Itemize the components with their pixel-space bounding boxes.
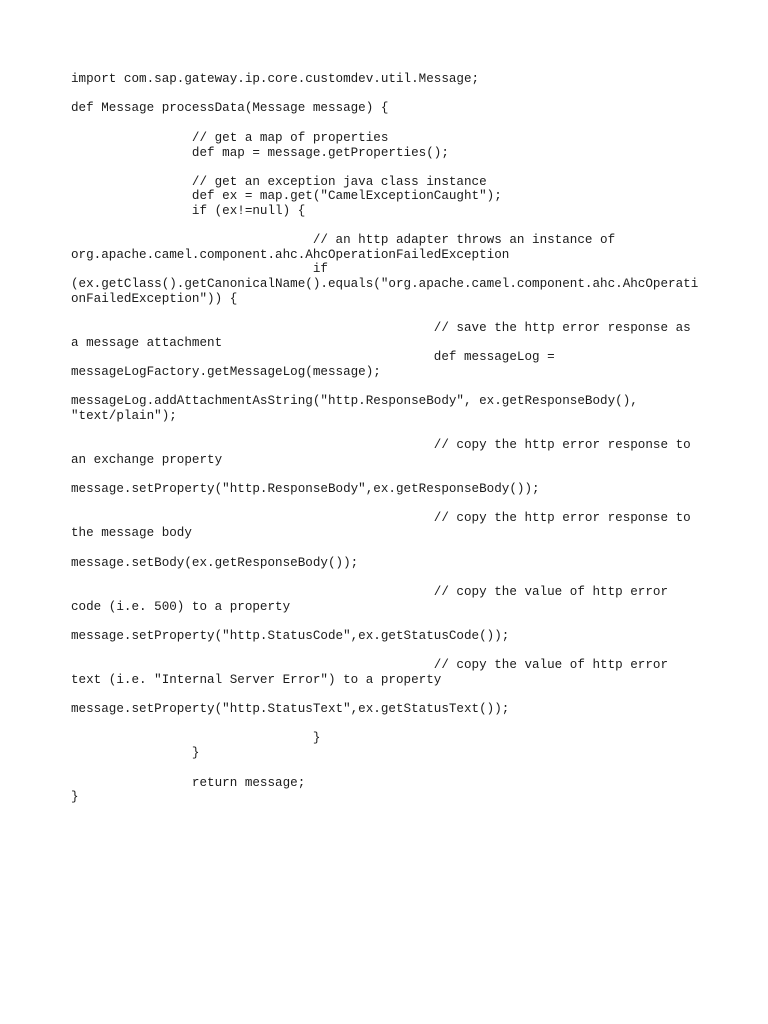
code-line: def ex = map.get("CamelExceptionCaught");: [71, 189, 502, 203]
code-line: message.setProperty("http.StatusCode",ex.getStatusCode());: [71, 629, 510, 643]
code-line: "text/plain");: [71, 409, 177, 423]
code-line: }: [71, 790, 79, 804]
code-line: org.apache.camel.component.ahc.AhcOperationFailedException: [71, 248, 510, 262]
code-line: message.setProperty("http.ResponseBody",ex.getResponseBody());: [71, 482, 540, 496]
code-line: }: [71, 746, 200, 760]
code-line: return message;: [71, 776, 306, 790]
code-line: // get an exception java class instance: [71, 175, 487, 189]
code-line: messageLogFactory.getMessageLog(message);: [71, 365, 381, 379]
code-line: messageLog.addAttachmentAsString("http.ResponseBody", ex.getResponseBody(),: [71, 394, 638, 408]
code-line: code (i.e. 500) to a property: [71, 600, 291, 614]
code-line: message.setBody(ex.getResponseBody());: [71, 556, 359, 570]
code-line: // copy the http error response to: [71, 438, 691, 452]
code-line: the message body: [71, 526, 192, 540]
code-line: // copy the value of http error: [71, 585, 669, 599]
code-line: // an http adapter throws an instance of: [71, 233, 616, 247]
code-line: (ex.getClass().getCanonicalName().equals("org.apache.camel.component.ahc.AhcOperati: [71, 277, 699, 291]
code-line: text (i.e. "Internal Server Error") to a property: [71, 673, 442, 687]
code-line: message.setProperty("http.StatusText",ex.getStatusText());: [71, 702, 510, 716]
code-line: if (ex!=null) {: [71, 204, 306, 218]
code-line: // copy the http error response to: [71, 511, 691, 525]
code-line: def Message processData(Message message) {: [71, 101, 389, 115]
code-line: }: [71, 731, 321, 745]
code-line: def map = message.getProperties();: [71, 146, 449, 160]
code-line: // get a map of properties: [71, 131, 389, 145]
code-line: an exchange property: [71, 453, 223, 467]
code-line: onFailedException")) {: [71, 292, 238, 306]
code-line: a message attachment: [71, 336, 223, 350]
code-line: def messageLog =: [71, 350, 555, 364]
code-line: import com.sap.gateway.ip.core.customdev.util.Message;: [71, 72, 480, 86]
code-line: if: [71, 262, 328, 276]
code-line: // save the http error response as: [71, 321, 691, 335]
code-line: // copy the value of http error: [71, 658, 669, 672]
